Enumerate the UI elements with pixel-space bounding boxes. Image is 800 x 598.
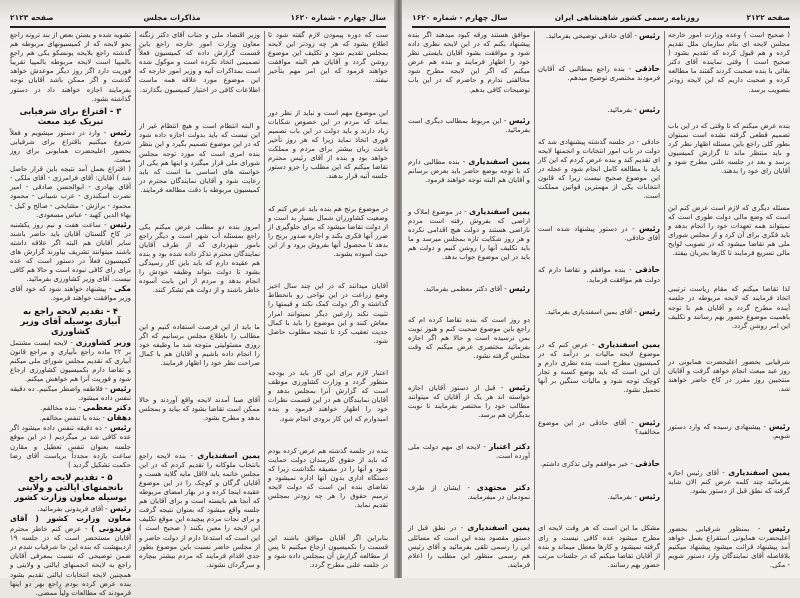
paragraph-text: حاذقی - در جلسه گذشته پیشنهادی شد که دولت در باب امور انتخابات و انجمنها لایحه ای تقدیم کند و بنده عرض کردم که این کار باید با مطالعه کامل انجام شود و عجله در این موضوع صحیح نیست زیرا که قانون انتخابات یکی از مهمترین قوانین مملکت است. bbox=[538, 137, 660, 201]
column bbox=[10, 31, 131, 597]
paragraph-text: امروز بنده دو مطلب عرض میکنم یکی راجع بمسئله آب شهر است و دیگر راجع بامور شهرداری که از طرف آقایان نمایندگان محترم تذکر داده شده بود و بنده هم عقیده دارم که باید باین کار رسیدگی بشود تا دولت بتواند وظیفه خودش را انجام بدهد و مردم از این بابت آسوده خاطر باشند و از دولت هم تشکر کنند. bbox=[139, 222, 260, 295]
paragraph-text: - بنده مخالفم. bbox=[40, 404, 81, 413]
left-page bbox=[0, 0, 396, 597]
speaker-name: رئیس bbox=[638, 491, 660, 501]
paragraph bbox=[268, 282, 388, 346]
paragraph bbox=[139, 31, 260, 95]
column-divider bbox=[264, 31, 265, 570]
page-number: صفحه ۲۱۲۲ bbox=[746, 12, 790, 22]
speaker-name: رئیس bbox=[109, 503, 131, 513]
paragraph-text: - بفرمائید. bbox=[607, 492, 637, 501]
speaker-name: مکی bbox=[114, 284, 131, 294]
speaker-name: دکتر مجتهدی bbox=[476, 482, 530, 492]
paragraph bbox=[538, 224, 660, 243]
paragraph-text: - آقای فریدونی بفرمائید. bbox=[37, 504, 108, 513]
paragraph-text: و البته انتظام است و هیچ انتظام غیر از این نیست که باید بدولت اجازه داده شود که در این موضوع تصمیم بگیرد و این بنظر بنده امری است که مورد توجه مجلس شورای ملی قرار میگیرد و اینها هم یکی از خواسته های اساسی ما است که باید رعایت شود و آقایان نمایندگان محترم در کمیسیون مربوطه با دقت مطالعه فرمایند. bbox=[139, 122, 260, 194]
paragraph bbox=[10, 413, 131, 423]
paragraph bbox=[408, 483, 530, 502]
paragraph-text: اعتبار لازم برای این کار باید در بودجه منظور گردد و وزارت کشاورزی موظف است که گزارش آنرا بمجلس بدهد و آقایان نمایندگان هم در این قسمت نظرات خود را اظهار خواهند فرمود و بنده امیدوارم که این کار بزودی انجام شود. bbox=[268, 369, 388, 423]
speaker-name: رئیس bbox=[508, 284, 530, 294]
paragraph bbox=[139, 223, 260, 296]
speaker-name: رئیس bbox=[768, 421, 790, 431]
paragraph bbox=[668, 358, 790, 394]
speaker-name: حاذقی bbox=[635, 265, 660, 275]
speaker-name: یمین اسفندیاری bbox=[598, 339, 660, 349]
paragraph-text: بنده در جلسه گذشته هم عرض کرده بودم که باید از حقوق کارمندان دولت حمایت شود و آنها را در مضیقه نگذاشت زیرا که دستگاه اداری بدون آنها اداره نمیشود و تقاضای بنده این است که دولت لایحه ترمیم حقوق را هر چه زودتر بمجلس تقدیم نماید. bbox=[268, 446, 388, 510]
paragraph-text: ما باید از این فرصت استفاده کنیم و این مطالب را باطلاع مجلس برسانیم که اگر روزی مسئولیتی متوجه شد ما وظیفه خود را انجام داده باشیم و آقایان هم با کمال صراحت نظر خود را اظهار فرمایند. bbox=[139, 322, 260, 368]
paragraph bbox=[139, 451, 260, 570]
paragraph-text: - بفرمائید. bbox=[607, 106, 637, 115]
paragraph-text: شرفیابی بحضور اعلیحضرت همایونی در روز عید مبعث انجام خواهد گرفت و آقایان منتخبین روز مقرر در کاخ حاضر خواهند شد. bbox=[668, 358, 790, 394]
speaker-name: دهقان bbox=[107, 413, 131, 423]
paragraph bbox=[268, 109, 388, 182]
paragraph-text: در موضوع برنج هم بنده باید عرض کنم که وضعیت کشاورزان شمال بسیار بد است و از دولت تقاضا میشود که برای جلوگیری از ضرر آنها فکری بکند و اجازه صدور برنج را بدهد تا محصول آنها بفروش برود و از این حیث آسوده بشوند. bbox=[268, 204, 388, 259]
paragraph bbox=[408, 284, 530, 294]
speaker-name: وزیر کشاورزی bbox=[75, 337, 131, 347]
paragraph bbox=[10, 128, 131, 165]
speaker-name: یمین اسفندیاری bbox=[467, 523, 530, 533]
paragraph-text: - ساعت هفت و نیم روز یکشنبه در کاخ گلستان آقایان باید حاضر باشند سایر آقایان هم البته اگر علاقه داشته باشند میتوانند تشریف بیاورند گزارش های کمیسیون فعلاً در دستور است که عده برای رای کافی نبوده است و حالا هم کافی نیست. آقای وزیر کشاورزی بفرمائید. bbox=[10, 220, 131, 284]
speaker-name: رئیس bbox=[109, 384, 131, 393]
paragraph bbox=[10, 514, 131, 598]
paragraph bbox=[538, 138, 660, 202]
speaker-name: رئیس bbox=[638, 31, 660, 40]
paragraph-text: - در دستور پیشنهاد شده است آقای حاذقی. bbox=[538, 224, 660, 242]
paragraph bbox=[538, 492, 660, 502]
paragraph bbox=[408, 207, 530, 263]
paragraph bbox=[538, 307, 660, 317]
paragraph-text: - لایحه ایست مشتمل بر ۲۲ ماده راجع بآبیاری و مراجع قانون آبیاری که تقدیم مجلس شورای ملی میکنم و تقاضا دارم بکمیسیون کشاورزی ارجاع شود و فوریت آنرا هم خواهش میکنم. bbox=[10, 338, 131, 383]
paragraph-text: - فلاطفه واصطر میکنیم. ده دقیقه تنفس داده میشود. bbox=[10, 385, 131, 403]
paragraph-text: - آقای یمین اسفندیاری بفرمائید. bbox=[545, 308, 637, 317]
paragraph-text: - پیشنهاد خواهند شود که خود آقای وزیر موافقت خواهند فرمود. bbox=[10, 285, 131, 303]
paragraph bbox=[538, 418, 660, 437]
paragraph-text: لذا تقاضا میکنم که مقام ریاست ترتیبی اتخاذ فرمایند که لایحه مربوطه در جلسه آینده مطرح گردد و آقایان هم با توجه باهمیت موضوع حضور بهم رسانند و تکلیف این امر روشن گردد. bbox=[668, 285, 790, 330]
paragraph-text: آقایان میدانند که در این چند سال اخیر وضع زراعت در این نواحی رو بانحطاط گذاشته و اگر دولت کمک نکند و قیمتها را تثبیت نکند زارعین دیگر نمیتوانند امرار معاش کنند و این موضوع را باید با کمال جدیت تعقیب کرد تا نتیجه مطلوب حاصل شود. bbox=[268, 282, 388, 345]
paragraph bbox=[139, 323, 260, 368]
column-divider bbox=[534, 31, 535, 570]
paragraph bbox=[538, 265, 660, 284]
paragraph bbox=[139, 122, 260, 195]
speaker-name: حاذقی bbox=[635, 63, 660, 73]
paragraph bbox=[408, 383, 530, 420]
column bbox=[408, 31, 530, 570]
paragraph-text: - آقای دکتر معظمی بفرمائید. bbox=[423, 285, 507, 294]
speaker-name: یمین اسفندیاری bbox=[728, 468, 790, 478]
paragraph bbox=[668, 468, 790, 496]
paragraph bbox=[408, 116, 530, 135]
speaker-name: رئیس bbox=[109, 219, 131, 229]
section-title: مذاکرات مجلس bbox=[143, 12, 201, 22]
paragraph bbox=[10, 165, 131, 220]
right-page-header bbox=[412, 10, 790, 24]
speaker-name: رئیس bbox=[638, 105, 660, 115]
speaker-name: رئیس bbox=[768, 523, 790, 533]
paragraph bbox=[408, 157, 530, 185]
paragraph-text: مسئله دیگری که لازم است عرض کنم این است که وضع مالی دولت طوری است که نمیتواند همه تعهدات خود را انجام بدهد و باید فکری برای آن کرد و از مجلس شورای ملی هم تقاضا میشود که در تصویب لوایح مالی تسریع فرمایند تا کارها بجریان بیفتد. bbox=[668, 203, 790, 258]
speaker-name: یمین اسفندیاری bbox=[468, 157, 530, 167]
paragraph bbox=[538, 459, 660, 469]
paragraph-text: - عرض کنم خاطر محترم آقایان مستحضر است که در جلسه ۱۹ اردیبهشت که بنده این جا شرفیاب شدم در ضمن توضیحی که نسبت بمعرفی آقایان راجع به لایحه انجمنهای ایالتی و ولایتی و همچنین لایحه انتخابات ایالتی تقدیم بشود بنده عرض کرده بودم راجع بهر دو اینها فرمودند که مطالعات ولیاً ممضی. bbox=[10, 525, 131, 597]
paragraph bbox=[668, 122, 790, 177]
issue-number: سال چهارم - شماره ۱۶۲۰ bbox=[412, 12, 508, 22]
paragraph bbox=[408, 523, 530, 569]
paragraph-text: - پیشنهادی رسیده که وارد دستور شویم. bbox=[668, 422, 790, 440]
speaker-name: رئیس bbox=[638, 223, 660, 233]
speaker-name: معاون وزارت کشور ( آقای فریدونی ) bbox=[10, 513, 131, 534]
header-rule bbox=[10, 26, 386, 28]
page-number: صفحه ۲۱۲۳ bbox=[10, 12, 54, 22]
paragraph-text: - ده دقیقه تنفس داده میشود اگر عده کافی شد بر میگردیم ( در این موقع جلسه بعنوان تنفس تعطیل و مقارن ساعت یازده مجدداً بریاست آقای رضا حکمت تشکیل گردید ) bbox=[10, 424, 131, 469]
paragraph-text: - لایحه ای مهم دولت ملی آورده است. bbox=[408, 442, 530, 460]
section-heading: ۳ - اقتراع برای شرفیابی تبریک عید مبعث bbox=[19, 105, 122, 126]
speaker-name: رئیس bbox=[109, 423, 131, 433]
section-heading: ۴ - تقدیم لایحه راجع به آبیاری بوسیله آقای وزیر کشاورزی bbox=[20, 305, 121, 336]
paragraph bbox=[10, 423, 131, 469]
paragraph bbox=[538, 64, 660, 83]
column-divider bbox=[135, 31, 136, 570]
paragraph-text: مشکل ما این است که هر وقت لایحه ای مطرح میشود عده کافی نیست و رای گرفته نمیشود و کارها معطل میماند و بنده از آقایان تقاضا میکنم که در جلسات مرتب حضور بهم رسانند. bbox=[538, 524, 660, 569]
paragraph-text: - بنده لایحه راجع بانتخاب ملوکانه را تقدیم کردم که در این مجلس خاتمه یابد لااقل مایه گلایه هست و آقایان گرگان و کوچک را در این موضوع عقیده اینجا کرده و در بهار امضای مربوطه که آنجا هم بایسته است و برای آقایان هم جلسه واقع میشود که بعنوان نتیجه گرفت و برای نجات مردم پیچیده این موقع تکلیف این لایحه را معین بکنند ( صحیح است ) این است که استدعا دارم از دولت حاضر و از مجلس حاضر نسبت باین موضوع بطور جدی اقدام فرمایند که مردم بیشتر بیچاره و سرگردان نشوند. bbox=[139, 451, 260, 569]
paragraph bbox=[268, 31, 388, 86]
paragraph-text: - ایشان از طرف نمودمان در میفرمایند. bbox=[408, 483, 530, 501]
header-rule bbox=[412, 26, 790, 28]
paragraph bbox=[10, 220, 131, 285]
paragraph bbox=[668, 31, 790, 95]
speaker-name: یمین اسفندیاری bbox=[197, 450, 260, 460]
speaker-name: حاذقی bbox=[635, 459, 660, 469]
column bbox=[538, 31, 660, 570]
paragraph bbox=[268, 369, 388, 424]
paragraph bbox=[10, 384, 131, 403]
paragraph-text: - بنده موافقم و تقاضا دارم که دولت هم موافقت فرماید. bbox=[538, 266, 660, 284]
paragraph bbox=[538, 524, 660, 569]
paragraph-text: - بنده مطالبی دارم که با توجه بوضع حاضر باید بعرض برسانم و آقایان هم البته توجه خواهند فرمود. bbox=[408, 158, 530, 185]
paragraph-text: - خیر موافقم ولی تذکری داشتم. bbox=[540, 460, 633, 469]
paragraph-text: - بمنظور شرفیابی بحضور اعلیحضرت همایونی استقراع بعمل خواهد آمد پیشنهاد قرائت میشود پیشنهاد میکنیم بلافاصله آقای نمایندگان وارد دستور شویم - مکی. bbox=[668, 524, 790, 569]
paragraph-text: - وارد در دستور میشویم و فعلاً شروع میکنیم باقتراع برای شرفیابی بحضور اعلیحضرت همایونی برای روز مبعث. bbox=[10, 128, 131, 165]
paragraph bbox=[10, 504, 131, 514]
speaker-name: رئیس bbox=[638, 417, 660, 427]
right-page bbox=[402, 0, 800, 578]
speaker-name: رئیس bbox=[508, 116, 530, 126]
paragraph bbox=[538, 105, 660, 115]
paragraph-text: - در نطق قبل از دستور مقصود بنده این است که مسائلی این را رسمی تلقی بفرمائید و آقای رئیس هم رسمی منظور این مطلب را اعلام فرمایند. bbox=[408, 524, 530, 569]
paragraph bbox=[668, 285, 790, 330]
paragraph bbox=[139, 396, 260, 423]
paragraph-text: وزیر اقتصاد ملی و جناب آقای دکتر زنگنه معاون وزارت امور خارجه راجع باین قسمت گزارش داده که کمیسیون فعلاً تصمیمی اتخاذ نکرده است و موکول شده است بمذاکرات آتیه و وزیر امور خارجه که این موضوع مورد علاقه همه ماست اطلاعات کافی در اختیار کمیسیون بگذارند. bbox=[139, 31, 260, 94]
paragraph bbox=[538, 340, 660, 396]
column bbox=[268, 31, 388, 570]
paragraph-text: - آقای حاذقی در این موضوع مخالفید؟ bbox=[538, 418, 660, 436]
paragraph-text: - بنده با تنفس مخالفم. bbox=[39, 414, 105, 423]
paragraph-text: ( صحیح است ) وعده وزارت امور خارجه مجلس لایحه ای بنام سازمان ملل تقدیم کرده و هم قبول کرده که تقدیم بشود ( صحیح است ) وقتی نماینده آقای دکتر بقائی با بنده صحبت کردند گفتند ما مطالعه کرده و صحبت داریم که این لایحه زودتر بتصویب برسد. bbox=[668, 31, 790, 94]
paragraph bbox=[408, 442, 530, 461]
paragraph-text: - بنده راجع بمطالبی که آقایان فرمودند مختصری توضیح میدهم. bbox=[538, 64, 660, 82]
paragraph bbox=[268, 205, 388, 260]
column-divider bbox=[664, 31, 665, 570]
paragraph-text: - در موضوع املاک و اراضی که بفروش رفته است مردم ناراضی هستند و دولت هیچ اقدامی نکرده و هر روز شکایت تازه بمجلس میرسد و ما باید تکلیف آنها را روشن کنیم و دولت هم باید در این موضوع جواب بدهد. bbox=[408, 207, 530, 262]
paragraph bbox=[668, 204, 790, 259]
paragraph-text: بنابراین اگر آقایان موافق باشند این قسمت را بکمیسیون ارجاع میکنیم تا پس از مطالعه گزارش آن بمجلس داده شود و در جلسه علنی مطرح گردد. bbox=[268, 533, 388, 569]
paragraph bbox=[10, 284, 131, 303]
speaker-name: رئیس bbox=[508, 382, 530, 392]
paragraph bbox=[408, 31, 530, 95]
paragraph-text: دو روز است که بنده تقاضا کرده ام که راجع باین موضوع صحبت کنم و هنوز نوبت بمن نرسیده است و حالا هم اگر اجازه بفرمائید مختصری عرض میکنم که وقت مجلس گرفته نشود. bbox=[408, 315, 530, 361]
paragraph bbox=[668, 422, 790, 441]
paragraph bbox=[538, 31, 660, 41]
paragraph-text: آقای صبا آمدند لایحه واقع آوردند و حالا ممکن است تقاضا بشود که بیاید و بمجلس بدهد و مطرح بشود. bbox=[139, 395, 260, 423]
left-page-header bbox=[10, 10, 386, 24]
speaker-name: دکتر معظمی bbox=[83, 403, 131, 413]
paragraph bbox=[268, 534, 388, 570]
speaker-name: رئیس bbox=[109, 127, 131, 137]
paragraph-text: ست که دوره پیمودن لازم گفته شود تا اطلاع بشود که هر چه زودتر این لایحه بمجلس تقدیم شود و تکلیف این موضوع روشن گردد و آقایان هم البته موافقت خواهند فرمود که این امر مهم بتأخیر نیفتد. bbox=[268, 31, 388, 85]
newspaper-title: روزنامه رسمی کشور شاهنشاهی ایران bbox=[554, 12, 700, 22]
paragraph-text: این موضوع مهم است و نباید از نظر دور بماند که مردم در این خصوص شکایات زیاد دارند و باید دولت در این باب تصمیم فوری اتخاذ نماید زیرا که هر روز تأخیر باعث زیان بیشتر برای مردم و مملکت خواهد بود و بنده از آقای رئیس محترم تقاضا میکنم که این مطلب را جزو دستور جلسه آتیه قرار بدهند. bbox=[268, 108, 388, 181]
paragraph bbox=[668, 524, 790, 570]
paragraph-text: بنده عرض میکنم که تا وقتی که در این باب تصمیم قطعی گرفته نشده است نمیتوان بطور کلی راجع باین مسئله اظهار نظر کرد و باید منتظر ماند تا گزارش کمیسیون برسد و بعد در جلسه علنی مطرح شود و آقایان رای خود را بدهند. bbox=[668, 121, 790, 176]
section-heading: ۵ - تقدیم لایحه راجع بانجمنهای ایالتی و ولایتی بوسیله معاون وزارت کشور bbox=[14, 471, 127, 502]
issue-number: سال چهارم - شماره ۱۶۲۰ bbox=[290, 12, 386, 22]
paragraph-text: - آقای حاذقی توضیحی بفرمائید. bbox=[545, 32, 637, 40]
paragraph-text: - عرض کنم که در موضوع لایحه مالیات بر درآمد که در کمیسیون مطرح است بنده نظری دارم و آن این است که باید بوضع کسبه و تجار کوچک توجه شود و مالیات سنگین بر آنها تحمیل نشود. bbox=[538, 340, 660, 395]
paragraph-text: - قبل از دستور آقایان اجازه خواسته اند هر یک از آقایان که میتوانند مطالب خود را مختصر بفرمایند تا نوبت بدیگران هم برسد. bbox=[408, 383, 530, 420]
paragraph-text: موافق هستند ورقه کبود میدهند اگر بنده پیشنهاد بکنم که در این لایحه نظری داده شود و موافقت بشود آقایان بایستی نظر خود را اظهار فرمایند و بنده هم عرض میکنم که اگر این لایحه مطرح شود مخالفتی ندارم و حاضرم که در این باب توضیحات کافی بدهم. bbox=[408, 31, 530, 94]
paragraph-text: تشویه شده و بستن بعض از بند ترونه راجع بحو لایحه که از کمیسیونهای مربوطه هم گذشته راجع بلایحه یونسکو یکی هم راجع بالمپیا است لایحه مربوطه بالمپیا تقریباً فوریت دارد اگر روز دیگر موعدش خواهد گذشت و اگر ممکن باشد آقایان توجه بفرمایند اجازه خواهند داد در دستور گذاشته بشود. bbox=[10, 31, 131, 103]
paragraph-text: ( اقتراع بعمل آمد نتیجه باین قرار حاصل شد ) آقایان: آقای فرامرزی - آقای ملکی - آقای بهادری - ابوالحسن صادقی - امیر نصرت اسکندری - عرب شیبانی - محمود محمود - برازش - مشایخی - صالح و کیل - بهاء الدین کهبد - عباس مسعودی. bbox=[10, 165, 131, 219]
column bbox=[668, 31, 790, 570]
speaker-name: یمین اسفندیاری bbox=[469, 206, 530, 216]
paragraph bbox=[10, 31, 131, 104]
paragraph bbox=[10, 338, 131, 384]
column bbox=[139, 31, 260, 570]
paragraph-text: - آقای رئیس اجازه بفرمائید چند کلمه عرض کنم الان شاید گرفته که نطق قبل از دستور بشود. bbox=[668, 469, 790, 496]
paragraph bbox=[268, 447, 388, 511]
paragraph-text: - این مربوط بمطالب دیگری است بفرمائید. bbox=[408, 117, 530, 135]
speaker-name: رئیس bbox=[638, 307, 660, 317]
paragraph bbox=[408, 316, 530, 361]
paragraph bbox=[10, 403, 131, 413]
speaker-name: دکتر اعتبار bbox=[489, 441, 530, 451]
